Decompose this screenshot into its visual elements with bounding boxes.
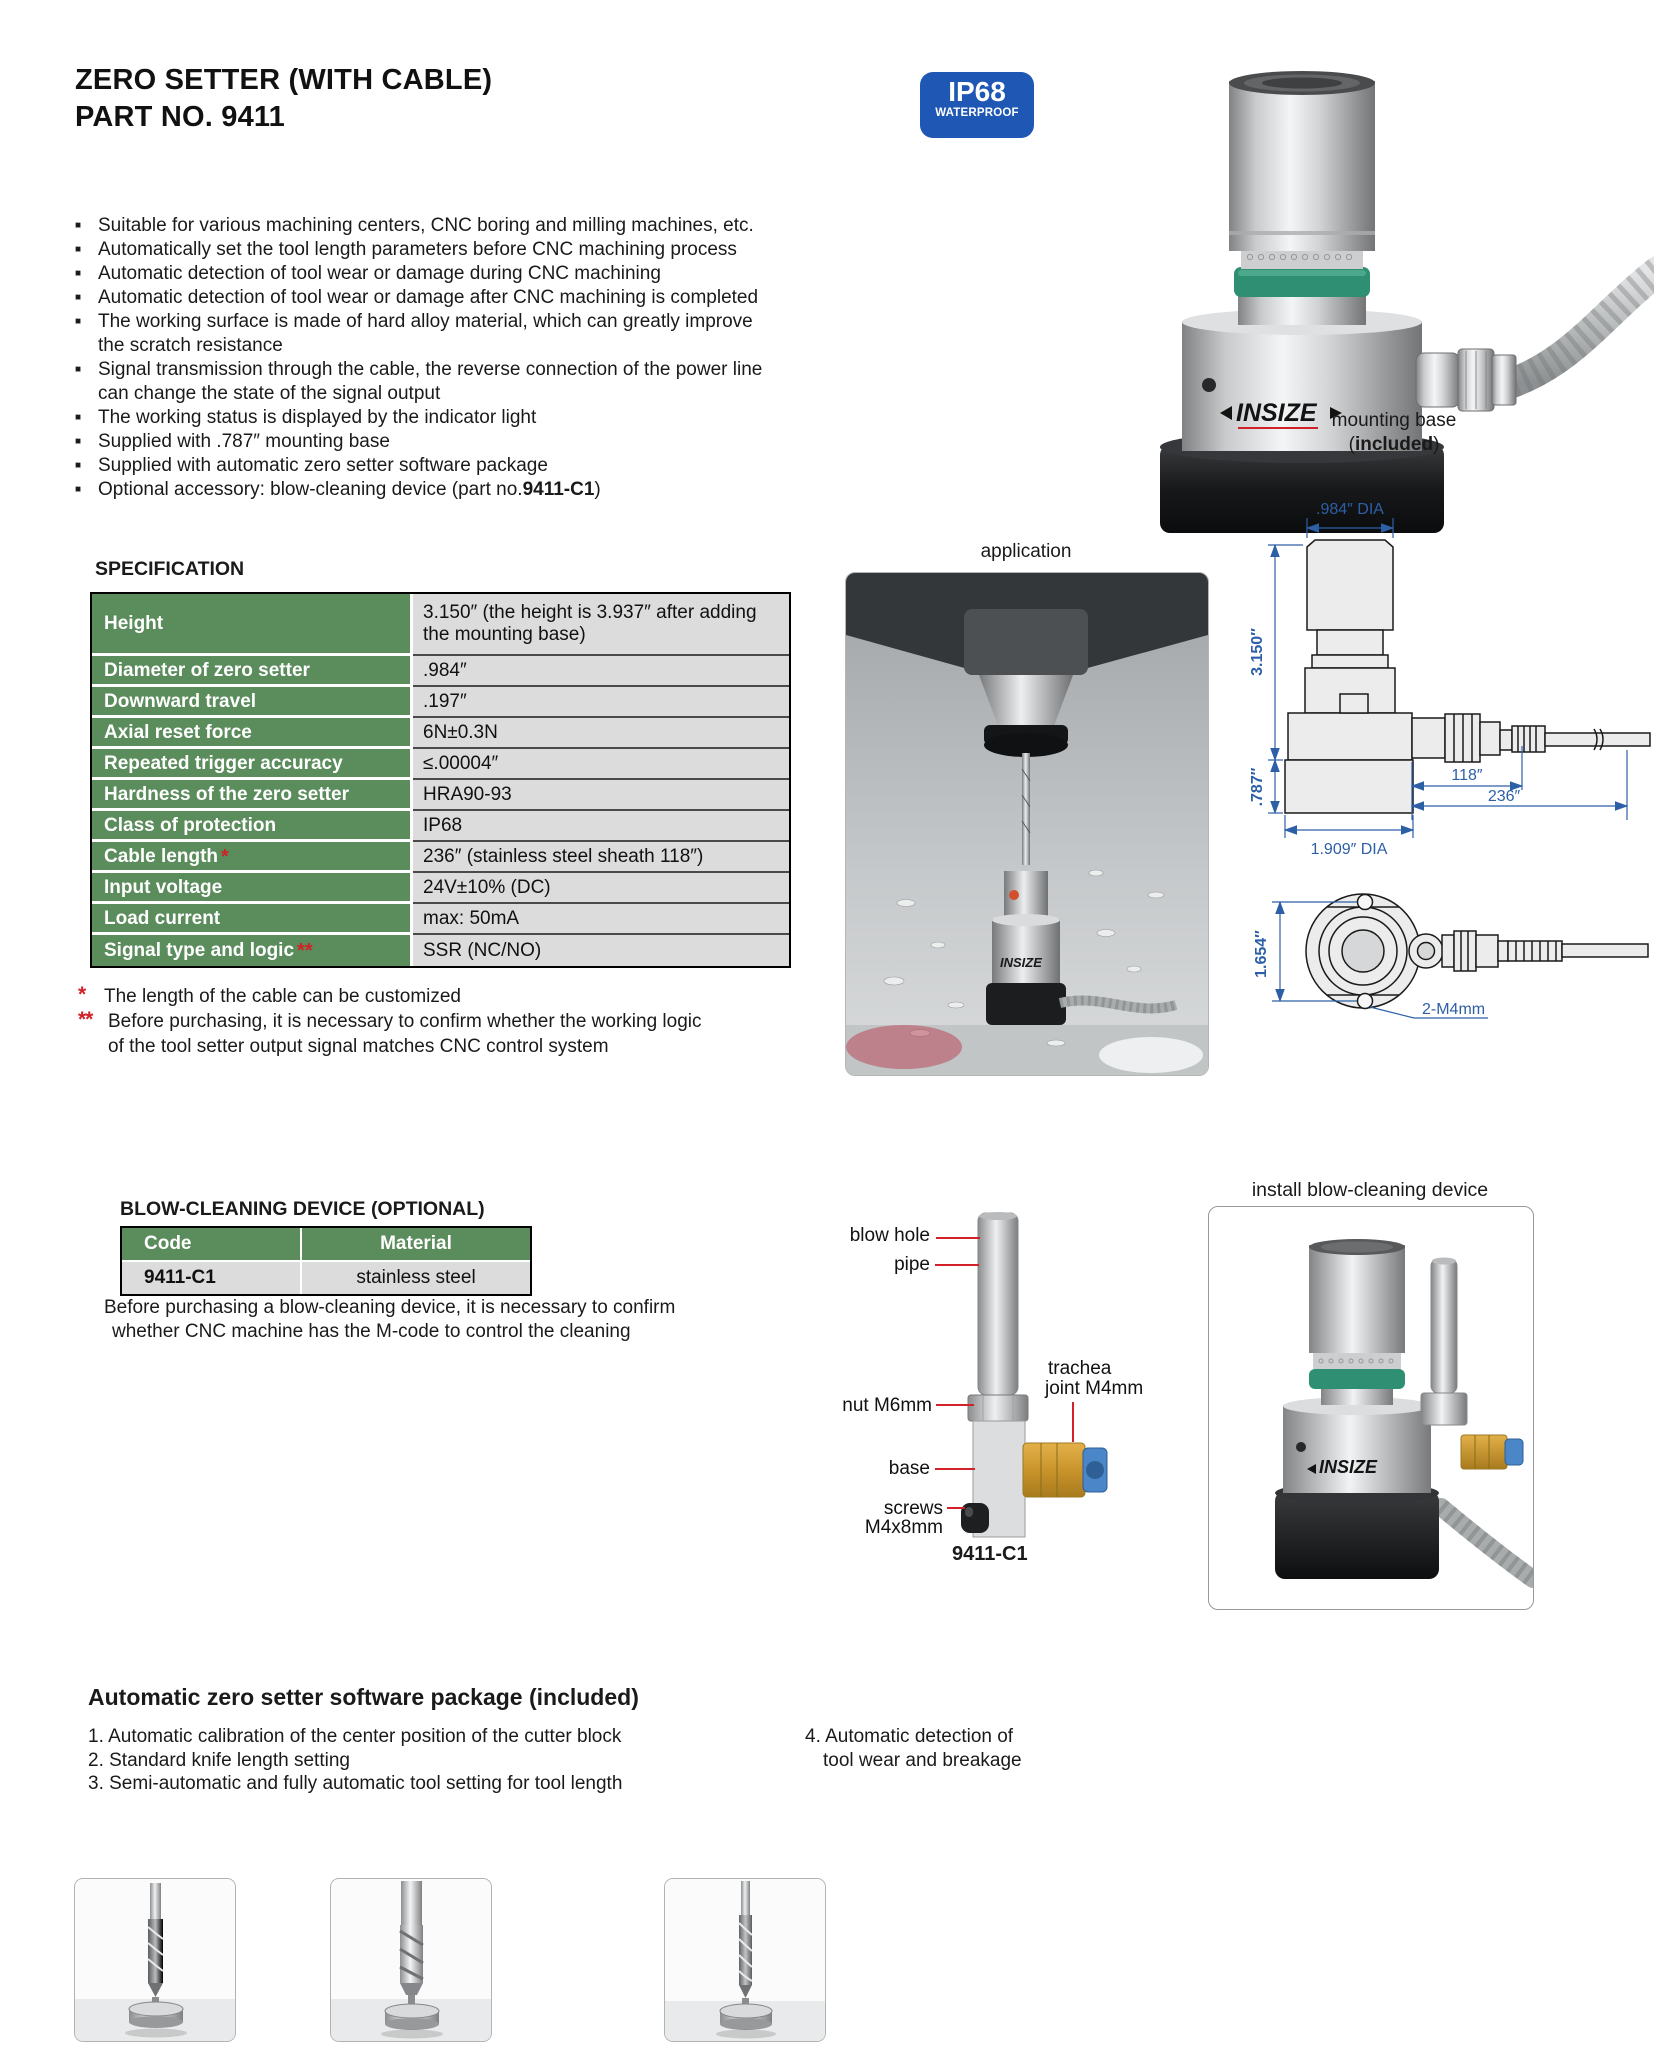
software-photo-2 [330, 1878, 492, 2042]
software-photo-3 [664, 1878, 826, 2042]
feature-item: ■ The working surface is made of hard alloy material, which can greatly improve the scratch resistance [75, 310, 767, 358]
specification-heading: SPECIFICATION [95, 558, 245, 580]
svg-text:INSIZE: INSIZE [1000, 955, 1042, 970]
install-photo [1208, 1206, 1534, 1610]
dim-top-diameter: .984″ DIA [1316, 501, 1384, 518]
leader-blow-hole [936, 1237, 980, 1239]
label-screws-line1: screws [883, 1498, 943, 1519]
software-item-3: 3. Semi-automatic and fully automatic tool setting for tool length [88, 1773, 623, 1794]
table-row: Class of protection IP68 [92, 811, 789, 842]
feature-item: ■ Automatically set the tool length parameters before CNC machining process [75, 238, 767, 262]
callout-line2: (included) [1348, 434, 1440, 455]
footnote-1: * The length of the cable can be customized [78, 983, 462, 1007]
cell-code: 9411-C1 [122, 1262, 302, 1294]
table-row: Diameter of zero setter .984″ [92, 656, 789, 687]
dim-hole-spacing: 1.654″ [1253, 930, 1270, 978]
probe-cap [1229, 71, 1375, 325]
software-item-4-line2: tool wear and breakage [823, 1750, 1022, 1771]
blow-cleaning-note-line2: whether CNC machine has the M-code to control the cleaning [112, 1321, 631, 1342]
application-scene [846, 573, 1208, 1075]
table-row: Input voltage 24V±10% (DC) [92, 873, 789, 904]
feature-item-optional: ■ Optional accessory: blow-cleaning device (part no.9411-C1) [75, 478, 767, 502]
label-base: base [888, 1458, 930, 1479]
table-row: Axial reset force 6N±0.3N [92, 718, 789, 749]
label-trachea-line2: joint M4mm [1045, 1378, 1144, 1399]
dim-base-height: .787″ [1249, 767, 1266, 807]
dim-holes: 2-M4mm [1422, 1001, 1486, 1018]
blow-cleaning-note-line1: Before purchasing a blow-cleaning device, it is necessary to confirm [104, 1297, 676, 1318]
end-mill-photo [331, 1879, 491, 2041]
blow-cleaning-heading: BLOW-CLEANING DEVICE (OPTIONAL) [120, 1198, 485, 1220]
table-header-row [122, 1228, 530, 1262]
software-heading: Automatic zero setter software package (included) [88, 1684, 639, 1710]
feature-item: ■ Signal transmission through the cable, the reverse connection of the power line can change the state of the signal output [75, 358, 767, 406]
label-pipe: pipe [894, 1254, 930, 1275]
feature-item: ■ Supplied with automatic zero setter software package [75, 454, 767, 478]
install-scene [1209, 1207, 1533, 1609]
dimension-drawing-top [1242, 866, 1654, 1071]
software-item-4-line1: 4. Automatic detection of [805, 1726, 1014, 1747]
table-row: Load current max: 50mA [92, 904, 789, 935]
brand-logo: INSIZE [1236, 399, 1317, 427]
col-code: Code [122, 1228, 302, 1262]
drill-photo [665, 1879, 825, 2041]
mounting-base-callout [1320, 409, 1468, 457]
leader-screws [947, 1507, 965, 1509]
feature-item: ■ Automatic detection of tool wear or damage after CNC machining is completed [75, 286, 767, 310]
specification-table [90, 592, 791, 968]
cell-material: stainless steel [302, 1262, 530, 1294]
leader-base [935, 1468, 975, 1470]
drill-photo [75, 1879, 235, 2041]
product-photo [1044, 55, 1654, 533]
software-item-1: 1. Automatic calibration of the center position of the cutter block [88, 1726, 622, 1747]
ip68-label: WATERPROOF [935, 107, 1019, 119]
application-photo [845, 572, 1209, 1076]
dim-sheath-length: 118″ [1451, 767, 1483, 784]
feature-item: ■ Supplied with .787″ mounting base [75, 430, 767, 454]
table-row: Hardness of the zero setter HRA90-93 [92, 780, 789, 811]
software-item-2: 2. Standard knife length setting [88, 1750, 350, 1771]
cable-gland [1416, 349, 1516, 411]
table-row: Height 3.150″ (the height is 3.937″ after adding the mounting base) [92, 594, 789, 656]
page-title-line1: ZERO SETTER (WITH CABLE) [75, 64, 493, 96]
diagram-caption: 9411-C1 [952, 1543, 1028, 1565]
leader-pipe [935, 1264, 979, 1266]
leader-trachea [1072, 1402, 1074, 1442]
feature-item: ■ The working status is displayed by the indicator light [75, 406, 767, 430]
svg-text:INSIZE: INSIZE [1319, 1457, 1378, 1477]
dim-base-diameter: 1.909″ DIA [1310, 841, 1388, 858]
feature-item: ■ Automatic detection of tool wear or damage during CNC machining [75, 262, 767, 286]
page-title [75, 62, 492, 136]
table-row: Downward travel .197″ [92, 687, 789, 718]
col-material: Material [302, 1228, 530, 1262]
software-photo-1 [74, 1878, 236, 2042]
callout-leader-line [1238, 427, 1318, 429]
label-trachea-line1: trachea [1048, 1358, 1112, 1379]
blow-cleaning-table [120, 1226, 532, 1296]
footnote-2: ** Before purchasing, it is necessary to confirm whether the working logic of the tool setter output signal matches CNC control system [78, 1008, 702, 1057]
label-nut: nut M6mm [842, 1395, 932, 1416]
callout-line1: mounting base [1331, 410, 1457, 431]
feature-list [75, 214, 767, 502]
dim-height: 3.150″ [1249, 628, 1266, 676]
leader-nut [936, 1404, 974, 1406]
feature-item: ■ Suitable for various machining centers, CNC boring and milling machines, etc. [75, 214, 767, 238]
application-caption: application [980, 541, 1072, 562]
label-screws-line2: M4x8mm [864, 1517, 943, 1538]
table-row: Cable length * 236″ (stainless steel sheath 118″) [92, 842, 789, 873]
label-blow-hole: blow hole [849, 1225, 930, 1246]
table-row [122, 1262, 530, 1294]
dimension-drawing-side [1242, 494, 1654, 862]
ip68-badge [920, 72, 1034, 138]
table-row: Repeated trigger accuracy ≤.00004″ [92, 749, 789, 780]
page-title-line2: PART NO. 9411 [75, 101, 285, 133]
cable [1512, 271, 1654, 383]
ip68-rating: IP68 [948, 76, 1006, 107]
dim-cable-length: 236″ [1487, 788, 1521, 805]
install-heading: install blow-cleaning device [1251, 1179, 1489, 1201]
table-row: Signal type and logic ** SSR (NC/NO) [92, 935, 789, 966]
